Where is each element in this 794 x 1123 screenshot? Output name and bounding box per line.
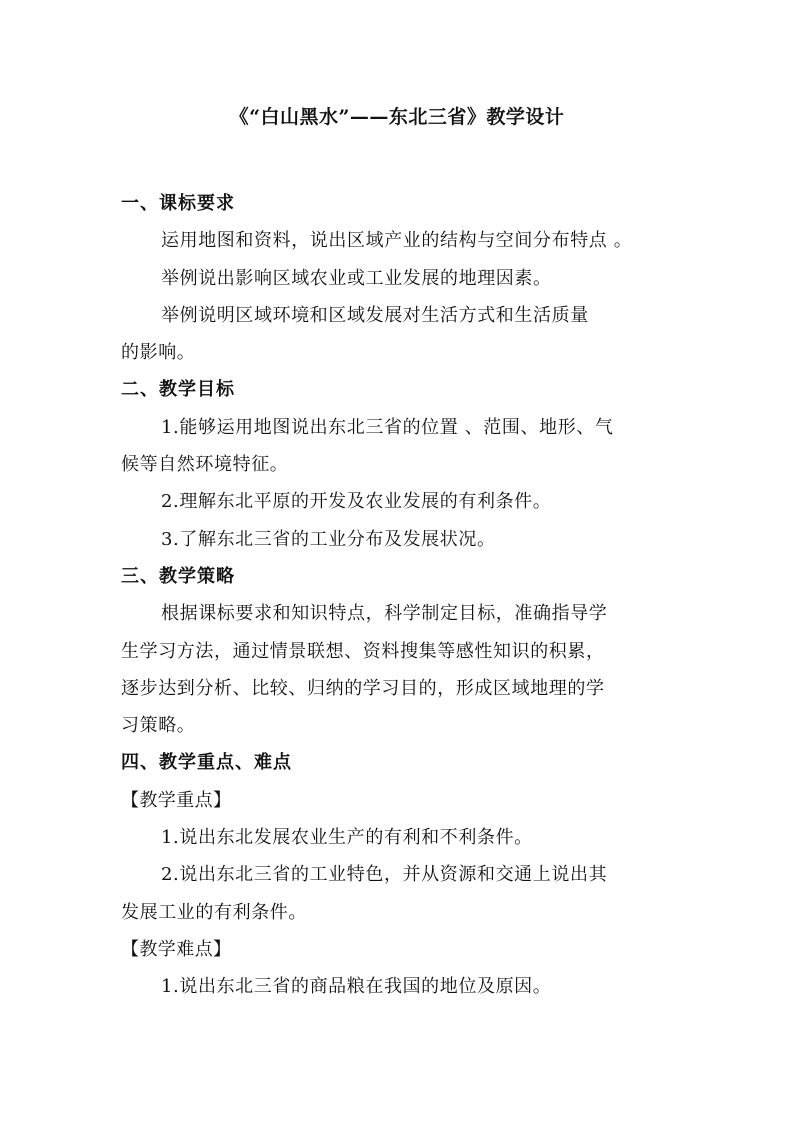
paragraph-line: 生学习方法，通过情景联想、资料搜集等感性知识的积累， <box>121 640 605 662</box>
list-item: 2.理解东北平原的开发及农业发展的有利条件。 <box>161 491 552 513</box>
subheading-key-points: 【教学重点】 <box>121 789 232 811</box>
paragraph-line: 习策略。 <box>121 715 196 737</box>
list-item: 1.能够运用地图说出东北三省的位置 、范围、地形、气 <box>161 416 614 438</box>
section-heading-key-points: 四、教学重点、难点 <box>121 752 292 774</box>
paragraph-line: 运用地图和资料，说出区域产业的结构与空间分布特点 。 <box>161 230 633 252</box>
paragraph-line: 候等自然环境特征。 <box>121 454 289 476</box>
document-body <box>121 185 681 1006</box>
paragraph-line: 举例说出影响区域农业或工业发展的地理因素。 <box>161 267 552 289</box>
list-item: 1.说出东北三省的商品粮在我国的地位及原因。 <box>161 976 552 998</box>
paragraph-line: 逐步达到分析、比较、归纳的学习目的，形成区域地理的学 <box>121 677 605 699</box>
subheading-difficulties: 【教学难点】 <box>121 938 232 960</box>
list-item: 3.了解东北三省的工业分布及发展状况。 <box>161 528 496 550</box>
section-heading-objectives: 二、教学目标 <box>121 379 235 401</box>
paragraph-line: 根据课标要求和知识特点，科学制定目标，准确指导学 <box>161 603 608 625</box>
section-heading-curriculum: 一、课标要求 <box>121 193 235 214</box>
list-item: 2.说出东北三省的工业特色，并从资源和交通上说出其 <box>161 864 608 886</box>
list-item: 1.说出东北发展农业生产的有利和不利条件。 <box>161 827 533 849</box>
paragraph-line: 举例说明区域环境和区域发展对生活方式和生活质量 <box>161 304 589 326</box>
section-heading-strategy: 三、教学策略 <box>121 565 235 587</box>
paragraph-line: 的影响。 <box>121 342 196 364</box>
paragraph-line: 发展工业的有利条件。 <box>121 901 307 923</box>
document-title: 《“白山黑水”——东北三省》教学设计 <box>229 106 565 128</box>
